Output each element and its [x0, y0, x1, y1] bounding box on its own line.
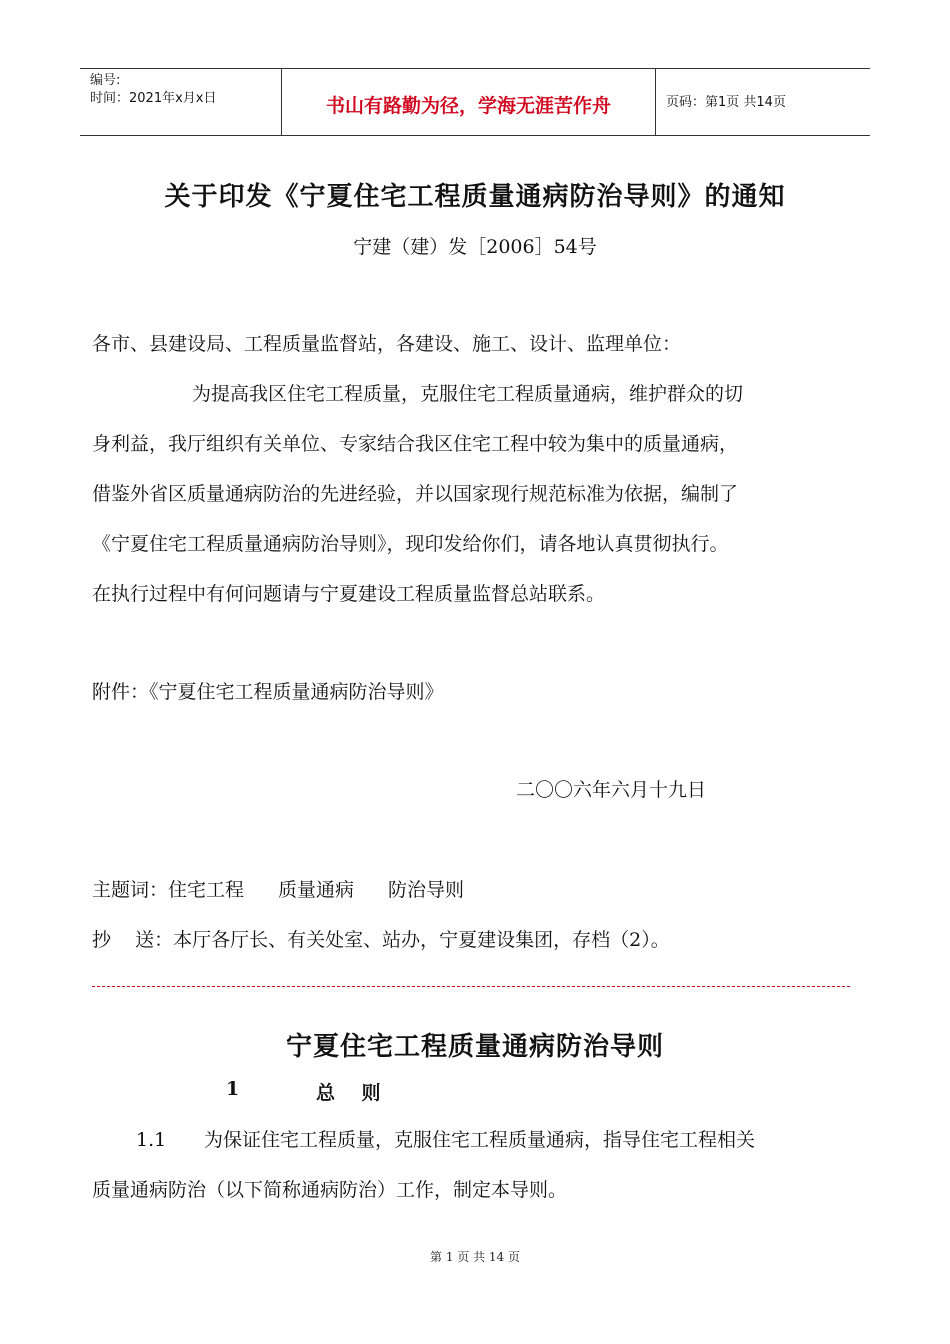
attachment: 附件：《宁夏住宅工程质量通病防治导则》: [92, 681, 444, 703]
body-line-4: 《宁夏住宅工程质量通病防治导则》，现印发给你们，请各地认真贯彻执行。: [92, 533, 729, 555]
red-divider: [92, 986, 850, 987]
body-line-2: 身利益，我厅组织有关单位、专家结合我区住宅工程中较为集中的质量通病，: [92, 433, 739, 455]
header-table: [80, 68, 870, 136]
guide-title: 宁夏住宅工程质量通病防治导则: [285, 1032, 664, 1062]
header-right-cell: [656, 69, 870, 135]
time-label: 时间：2021年x月x日: [90, 91, 217, 106]
keywords-row: [92, 878, 464, 902]
clause-number: 1.1: [136, 1129, 167, 1151]
section-number: 1: [226, 1078, 240, 1100]
notice-title: 关于印发《宁夏住宅工程质量通病防治导则》的通知: [164, 182, 786, 212]
number-label: 编号:: [90, 73, 121, 88]
page-info: 页码：第1页 共14页: [666, 95, 786, 110]
header-middle-cell: [282, 69, 656, 135]
header-left-cell: [80, 69, 282, 135]
body-line-5: 在执行过程中有何问题请与宁夏建设工程质量监督总站联系。: [92, 583, 606, 605]
body-line-1: 为提高我区住宅工程质量，克服住宅工程质量通病，维护群众的切: [192, 383, 744, 405]
keyword-3: 防治导则: [388, 879, 465, 901]
keywords-label: 主题词：: [92, 879, 169, 901]
body-line-3: 借鉴外省区质量通病防治的先进经验，并以国家现行规范标准为依据，编制了: [92, 483, 739, 505]
keyword-2: 质量通病: [278, 879, 355, 901]
page-footer: 第 1 页 共 14 页: [430, 1250, 520, 1264]
cc-label: 抄 送：: [92, 929, 174, 951]
motto: 书山有路勤为径，学海无涯苦作舟: [325, 95, 611, 117]
cc-row: [92, 928, 670, 952]
cc-text: 本厅各厅长、有关处室、站办，宁夏建设集团，存档（2）。: [173, 929, 670, 951]
clause-line-2: 质量通病防治（以下简称通病防治）工作，制定本导则。: [92, 1179, 568, 1201]
keyword-1: 住宅工程: [168, 879, 245, 901]
section-title: 总 则: [316, 1082, 381, 1104]
issue-date: 二〇〇六年六月十九日: [516, 779, 707, 801]
clause-line-1: 为保证住宅工程质量，克服住宅工程质量通病，指导住宅工程相关: [204, 1129, 756, 1151]
recipients: 各市、县建设局、工程质量监督站，各建设、施工、设计、监理单位：: [92, 333, 682, 355]
doc-number: 宁建（建）发［2006］54号: [353, 236, 597, 258]
